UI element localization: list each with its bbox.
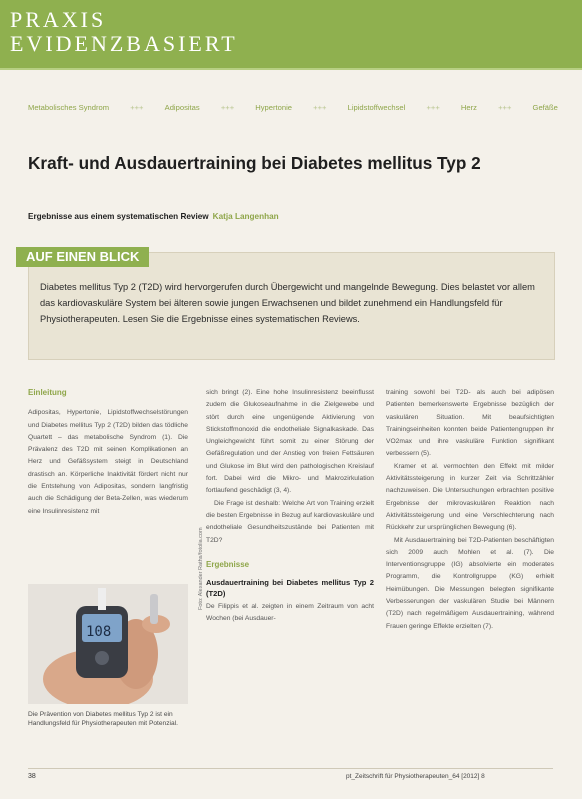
photo-caption: Die Prävention von Diabetes mellitus Typ 2 ist ein Handlungsfeld für Physiotherapeuten mit Potenzial. <box>28 711 178 727</box>
tag-separator: +++ <box>313 103 327 112</box>
tag-separator: +++ <box>426 103 440 112</box>
article-subtitle <box>28 212 279 221</box>
column-3 <box>386 387 554 633</box>
tag-item: Hypertonie <box>255 103 293 112</box>
tag-separator: +++ <box>220 103 235 112</box>
glucose-meter-illustration <box>28 584 188 704</box>
tag-item: Lipidstoffwechsel <box>347 103 406 112</box>
column-2 <box>206 387 374 626</box>
article-subtitle-text: Ergebnisse aus einem systematischen Review <box>28 212 209 221</box>
body-text: Mit Ausdauertraining bei T2D-Patienten beschäftigten sich 2009 auch Mohlen et al. (7). Die Interventionsgruppe (IG) absolvierte ein moderates Programm, die Kontrollgruppe (KG) erhielt Heimübungen. Die Messungen belegten signifikante Verbesserungen der vaskulären Studie bei Männern (T2D) nach regelmäßigem Ausdauertraining, während Frauen geringe Effekte erzielten (7). <box>386 536 554 630</box>
body-text: sich bringt (2). Eine hohe Insulinresistenz beeinflusst zudem die Glukoseaufnahme in die Zielgewebe und stört durch eine ungenügende Aktivierung von Stickstoffmonoxid die endotheliale Signalkaskade. Das Ungleichgewicht führt somit zu einer Störung der Gefäßregulation und der Anstieg von freien Fettsäuren und Glukose im Blut wird den pathologischen Kreislauf fort. Dabei wird die Mikro- und Makrozirkulation fortlaufend geschädigt (3, 4). <box>206 389 374 495</box>
column-1 <box>28 387 188 518</box>
page-number: 38 <box>28 773 36 780</box>
section-header-line2: EVIDENZBASIERT <box>10 31 238 56</box>
photo-credit: Foto: Alexander Raths/fotolia.com <box>198 527 204 610</box>
svg-text:108: 108 <box>86 624 112 640</box>
journal-reference: pt_Zeitschrift für Physiotherapeuten_64 [2012] 8 <box>346 773 485 780</box>
section-header-band <box>0 0 582 70</box>
topic-tags <box>28 103 558 112</box>
body-text: training sowohl bei T2D- als auch bei adipösen Patienten bemerkenswerte Ergebnisse bezüglich der vaskulären Situation. Mit beaufsichtigten Trainingseinheiten konnten beide Patientengruppen ihr VO2max und ihre vaskuläre Funktion signifikant verbessern (5). <box>386 389 554 458</box>
section-header-line1: PRAXIS <box>10 7 107 32</box>
tag-separator: +++ <box>498 103 512 112</box>
tag-item: Adipositas <box>164 103 200 112</box>
article-author: Katja Langenhan <box>212 212 279 221</box>
article-title: Kraft- und Ausdauertraining bei Diabetes mellitus Typ 2 <box>28 153 481 173</box>
body-text: Adipositas, Hypertonie, Lipidstoffwechselstörungen und Diabetes mellitus Typ 2 (T2D) bilden das tödliche Quartett – das metabolische Syndrom (1). Die Prävalenz des T2D mit seinen Komplikationen an Herz und Gefäßsystem steigt in Deutschland drastisch an. Körperliche Inaktivität fördert nicht nur die Entstehung von Adipositas, sondern langfristig auch die Schädigung der Beta-Zellen, was wiederum eine Insulinresistenz mit <box>28 409 188 515</box>
tag-item: Herz <box>460 103 477 112</box>
body-text: De Filippis et al. zeigten in einem Zeitraum von acht Wochen (bei Ausdauer- <box>206 603 374 623</box>
body-text: Kramer et al. vermochten den Effekt mit milder Aktivitätssteigerung in kurzer Zeit via Schrittzähler nachzuweisen. Die Untersuchungen erbrachten positive Ergebnisse der mikrovaskulären Reaktion nach Aktivitätssteigerung und eine Verschlechterung nach Rückkehr zur ursprünglichen Bewegung (6). <box>386 462 554 532</box>
footer-divider <box>28 768 553 769</box>
subsection-heading: Ausdauertraining bei Diabetes mellitus Typ 2 (T2D) <box>206 578 374 599</box>
section-header-title <box>10 8 238 56</box>
body-text: Die Frage ist deshalb: Welche Art von Training erzielt die besten Ergebnisse in Bezug auf kardiovaskuläre und endotheliale Gesundheitszustände bei Patienten mit T2D? <box>206 499 374 544</box>
tag-item: Gefäße <box>532 103 558 112</box>
tag-item: Metabolisches Syndrom <box>28 103 110 112</box>
summary-box-text: Diabetes mellitus Typ 2 (T2D) wird hervorgerufen durch Übergewicht und mangelnde Bewegung. Dies belastet vor allem das kardiovaskuläre System bei älteren sowie jungen Erwachsenen und bildet zunehmend ein Handlungsfeld für Physiotherapeuten. Lesen Sie die Ergebnisse eines systematischen Reviews. <box>40 282 535 324</box>
section-heading-results: Ergebnisse <box>206 559 250 569</box>
summary-box-label: AUF EINEN BLICK <box>16 247 149 267</box>
glucose-meter-photo <box>28 584 188 704</box>
section-heading-introduction: Einleitung <box>28 388 67 397</box>
tag-separator: +++ <box>130 103 144 112</box>
